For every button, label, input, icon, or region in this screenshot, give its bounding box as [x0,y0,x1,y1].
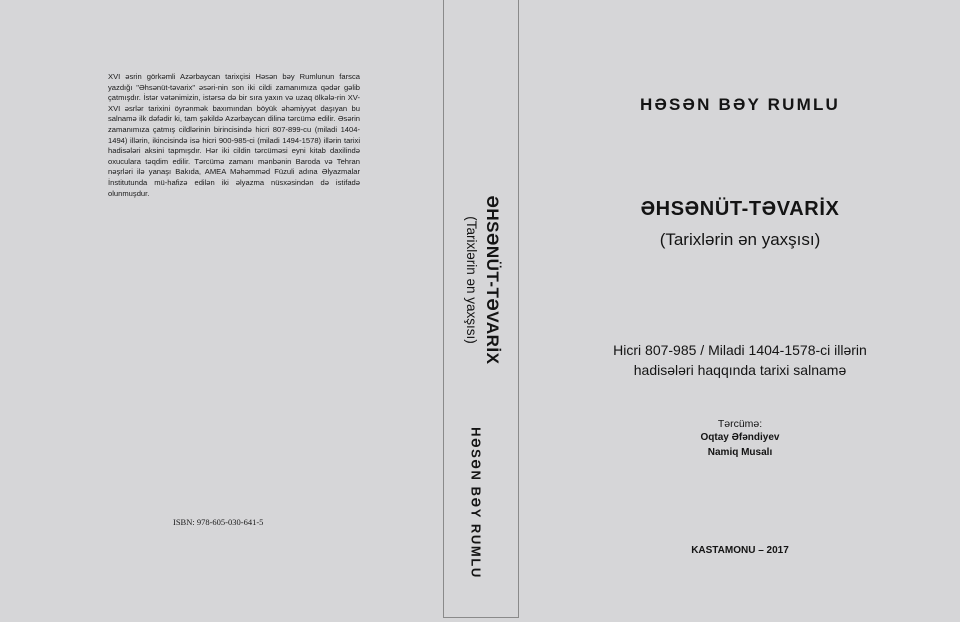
isbn-text: ISBN: 978-605-030-641-5 [173,517,264,527]
translator-name: Oqtay Əfəndiyev [700,432,780,443]
front-cover [530,0,950,622]
spine-author: HƏSƏN BƏY RUMLU [468,427,484,579]
place-year: KASTAMONU – 2017 [691,545,789,556]
spine-title: ƏHSƏNÜT-TƏVARİX [483,195,502,365]
description-line-1: Hicri 807-985 / Miladi 1404-1578-ci illərin [613,342,867,358]
book-spine [443,0,519,618]
translation-label: Tərcümə: [717,418,763,430]
translator-name: Namiq Musalı [707,447,773,458]
front-author: HƏSƏN BƏY RUMLU [639,95,841,114]
spine-title-group [461,196,503,365]
front-description [530,340,950,380]
front-title: ƏHSƏNÜT-TƏVARİX [640,198,840,220]
description-line-2: hadisələri haqqında tarixi salnamə [633,362,847,378]
back-cover-blurb: XVI əsrin görkəmli Azərbaycan tarixçisi Həsən bəy Rumlunun farsca yazdığı "Əhsənüt-təvarix" əsəri-nin son iki cildi zamanımıza qədər gəlib çatmışdır. İstər vətənimizin, istərsə də bir sıra yaxın və uzaq ölkələ-rin XV-XVI əsrlər tarixini öyrənmək baxımından böyük əhəmiyyət daşıyan bu salnamə ilk dəfədir ki, tam şəkildə Azərbaycan dilinə tərcümə edilir. Əsərin zamanımıza çatmış cildlərinin birincisində hicri 807-899-cu (miladi 1404-1494) illərin, ikincisində isə hicri 900-985-ci (miladi 1494-1578) illərin tarixi hadisələri aksini tapmışdır. Hər iki cildin tərcüməsi eyni kitab daxilində oxuculara təqdim edilir. Tərcümə zamanı mənbənin Baroda və Tehran nəşrləri ilə yanaşı Bakıda, AMEA Məhəmməd Füzuli adına Əlyazmalar İnstitutunda mü-hafizə edilən iki əlyazma nüsxəsindən də istifadə olunmuşdur. [108,72,360,198]
spine-subtitle: (Tarixlərin ən yaxşısı) [464,216,479,344]
front-subtitle: (Tarixlərin ən yaxşısı) [659,230,821,249]
